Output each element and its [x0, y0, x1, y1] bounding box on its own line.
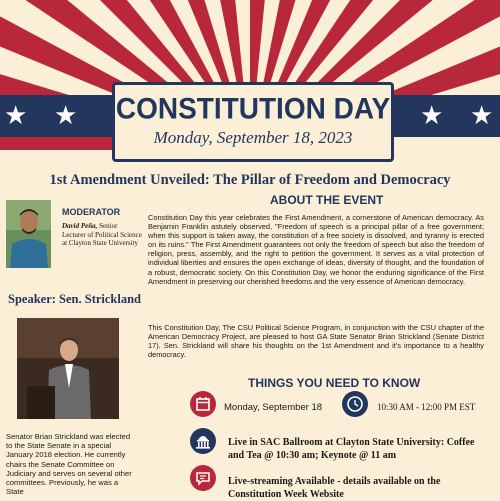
speaker-heading: Speaker: Sen. Strickland: [8, 292, 142, 306]
speaker-bio: Senator Brian Strickland was elected to the State Senate in a special January 2018 election. He currently chairs the Senate Committee on Judiciary and serves on several other committees. Previously, he was a State: [6, 432, 132, 497]
star-icon: ★: [470, 101, 494, 131]
date-text: Monday, September 18: [224, 402, 323, 413]
moderator-photo: [6, 200, 51, 268]
star-icon: ★: [4, 101, 28, 131]
moderator-description: Senior Lecturer of Political Science at Clayton State University: [62, 222, 142, 248]
things-heading: THINGS YOU NEED TO KNOW: [248, 376, 421, 390]
chat-bubble-icon: [190, 465, 216, 491]
time-text: 10:30 AM - 12:00 PM EST: [377, 402, 476, 412]
star-icon: ★: [420, 101, 444, 131]
page-title: CONSTITUTION DAY: [115, 92, 391, 125]
moderator-name: David Peña,: [62, 222, 98, 230]
clock-icon: [342, 391, 368, 417]
speaker-photo: [17, 318, 119, 419]
title-box: [112, 82, 394, 162]
star-icon: ★: [54, 101, 78, 131]
about-paragraph-1: Constitution Day this year celebrates the First Amendment, a cornerstone of American democracy. As Benjamin Franklin astutely observed, "Freedom of speech is a principal pillar of a free government; when this support is taken away, the constitution of a free society is dissolved, and tyranny is erected on its ruins." The First Amendment guarantees not only the freedom of speech but also the freedom of religion, press, assembly, and the right to petition the government. It serves as a vital protection of individual liberties and ensures the open exchange of ideas, diversity of thought, and the foundation of a robust, democratic society. On this Constitution Day, we honor the enduring significance of the First Amendment in preserving our cherished freedoms and the very essence of American democracy.: [148, 213, 484, 286]
moderator-info: [62, 222, 142, 248]
about-heading: ABOUT THE EVENT: [270, 193, 384, 207]
stream-text: Live-streaming Available - details available on the Constitution Week Website: [228, 476, 441, 500]
calendar-icon: [190, 391, 216, 417]
location-text: Live in SAC Ballroom at Clayton State University: Coffee and Tea @ 10:30 am; Keynote @ 11 am: [228, 437, 475, 461]
event-date: Monday, September 18, 2023: [153, 128, 353, 147]
event-subtitle: 1st Amendment Unveiled: The Pillar of Freedom and Democracy: [49, 172, 451, 188]
about-paragraph-2: This Constitution Day, The CSU Political Science Program, in conjunction with the CSU chapter of the American Democracy Project, are pleased to host GA State Senator Brian Strickland (Senate District 17). Sen. Strickland will share his thoughts on the 1st Amendment and it's importance to a healthy democracy.: [148, 323, 484, 360]
moderator-heading: MODERATOR: [62, 207, 121, 217]
capitol-building-icon: [190, 428, 216, 454]
